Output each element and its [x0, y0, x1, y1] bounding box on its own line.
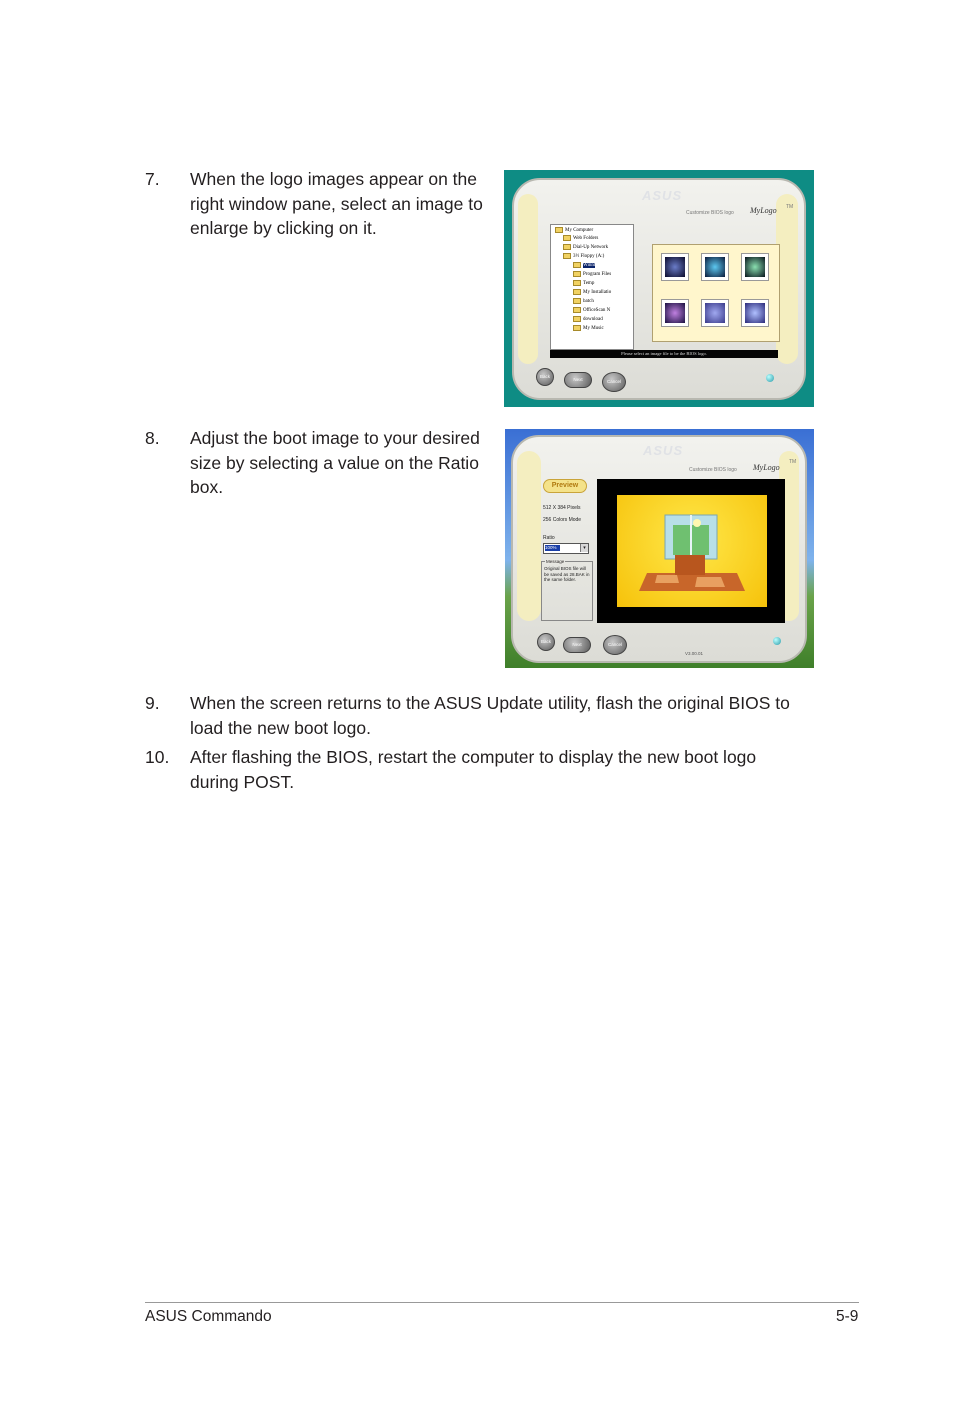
footer-title: ASUS Commando: [145, 1308, 272, 1325]
tree-item[interactable]: Winnt: [573, 262, 595, 268]
step-text: Adjust the boot image to your desired size by selecting a value on the Ratio box.: [190, 428, 480, 497]
cancel-button[interactable]: Cancel: [603, 635, 627, 655]
logo-thumbnail[interactable]: [741, 299, 769, 327]
step-number: 7.: [145, 169, 160, 189]
step-text: When the screen returns to the ASUS Update utility, flash the original BIOS to load the new boot logo.: [190, 693, 790, 738]
mylogo-select-image-screenshot: [504, 170, 814, 407]
message-box: [541, 561, 593, 621]
logo-thumbnail[interactable]: [701, 299, 729, 327]
tree-item[interactable]: My Computer: [555, 227, 593, 233]
tree-item[interactable]: 3½ Floppy (A:): [563, 253, 604, 259]
step-10: [145, 745, 859, 795]
page-number: 5-9: [836, 1308, 859, 1325]
message-legend: Message: [546, 559, 565, 564]
step-text: After flashing the BIOS, restart the computer to display the new boot logo during POST.: [190, 747, 757, 792]
tree-item[interactable]: Temp: [573, 280, 594, 286]
chevron-down-icon[interactable]: ▾: [580, 544, 588, 552]
preview-label: Preview: [543, 479, 587, 493]
tree-item[interactable]: Program Files: [573, 271, 611, 277]
cancel-button[interactable]: Cancel: [602, 372, 626, 392]
preview-stage: [597, 479, 785, 623]
mylogo-title: MyLogo: [750, 206, 777, 215]
tree-item[interactable]: My Installatio: [573, 289, 611, 295]
tm-mark: TM: [786, 204, 794, 210]
step-9: [145, 691, 859, 741]
logo-thumbnail[interactable]: [661, 299, 689, 327]
tree-item[interactable]: Web Folders: [563, 235, 598, 241]
pixel-size: 512 X 384 Pixels: [543, 505, 581, 511]
mylogo-window: [512, 178, 806, 400]
tree-item[interactable]: download: [573, 316, 603, 322]
window-subtitle: Customize BIOS logo: [686, 210, 734, 216]
color-mode: 256 Colors Mode: [543, 517, 582, 523]
step-number: 8.: [145, 428, 160, 448]
ratio-select[interactable]: [543, 543, 589, 554]
logo-thumbnail[interactable]: [741, 253, 769, 281]
asus-brand: ASUS: [643, 443, 684, 458]
ratio-label: Ratio: [543, 535, 555, 541]
step-text: When the logo images appear on the right window pane, select an image to enlarge by clicking on it.: [190, 169, 483, 238]
boot-logo-preview: [617, 495, 767, 607]
next-button[interactable]: Next: [564, 372, 592, 388]
preview-image: [617, 495, 767, 607]
image-thumbnail-grid: [652, 244, 780, 342]
mylogo-window: [511, 435, 807, 663]
message-text: Original BIOS file will be saved as 28.BAK in the same folder.: [544, 566, 590, 583]
status-indicator-icon: [766, 374, 774, 382]
footer-divider: [145, 1302, 859, 1303]
mylogo-title: MyLogo: [753, 463, 780, 472]
step-7: [145, 167, 500, 242]
asus-brand: ASUS: [642, 188, 683, 203]
back-button[interactable]: Back: [536, 368, 554, 386]
tree-item[interactable]: batch: [573, 298, 594, 304]
status-message: Please select an image file to be the BIOS logo.: [550, 350, 778, 358]
logo-thumbnail[interactable]: [701, 253, 729, 281]
tree-item[interactable]: OfficeScan N: [573, 307, 610, 313]
folder-tree[interactable]: [550, 224, 634, 350]
step-8: [145, 426, 500, 501]
window-subtitle: Customize BIOS logo: [689, 467, 737, 473]
status-indicator-icon: [773, 637, 781, 645]
tree-item[interactable]: My Music: [573, 325, 604, 331]
step-number: 9.: [145, 693, 160, 713]
logo-thumbnail[interactable]: [661, 253, 689, 281]
mylogo-preview-screenshot: [505, 429, 814, 668]
back-button[interactable]: Back: [537, 633, 555, 651]
tm-mark: TM: [789, 459, 797, 465]
version-label: V3.00.01: [685, 651, 704, 656]
step-number: 10.: [145, 747, 170, 767]
ratio-value: 100%: [545, 545, 560, 551]
next-button[interactable]: Next: [563, 637, 591, 653]
tree-item[interactable]: Dial-Up Network: [563, 244, 608, 250]
